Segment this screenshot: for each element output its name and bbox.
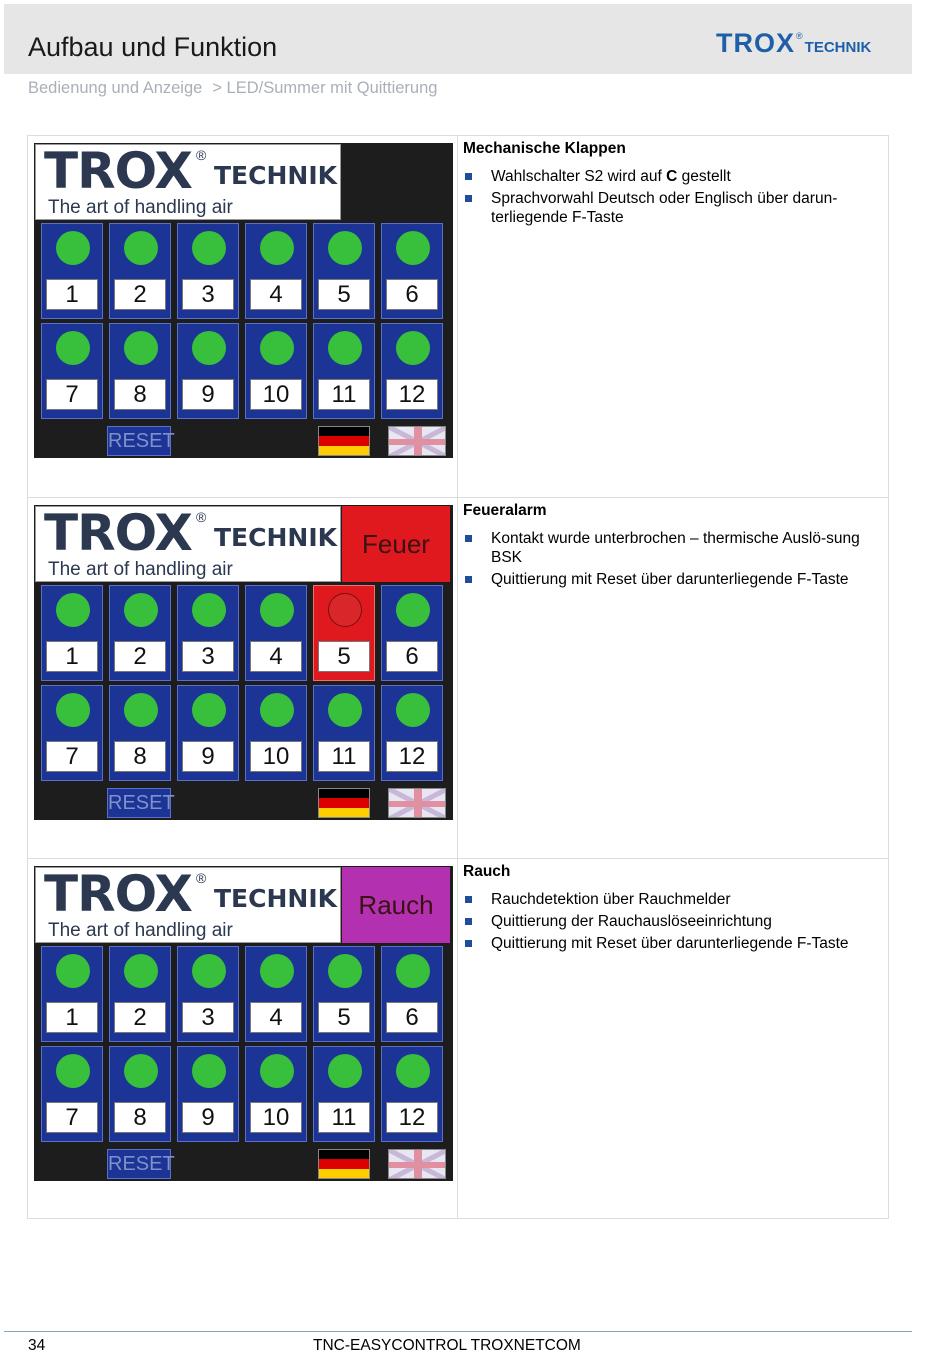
status-led-icon — [56, 331, 90, 365]
section-title: Mechanische Klappen — [463, 140, 626, 157]
zone-number: 6 — [386, 279, 438, 310]
page-title: Aufbau und Funktion — [28, 32, 278, 62]
zone-button[interactable] — [381, 946, 443, 1042]
zone-button[interactable] — [245, 223, 307, 319]
status-led-icon — [260, 693, 294, 727]
status-led-icon — [192, 693, 226, 727]
bullet-list — [463, 529, 883, 589]
display-panel — [34, 505, 453, 820]
zone-number: 2 — [114, 1002, 166, 1033]
zone-number: 2 — [114, 641, 166, 672]
zone-button[interactable] — [109, 946, 171, 1042]
bullet-item: Quittierung mit Reset über darunterliegende F-Taste — [463, 570, 883, 589]
zone-button[interactable] — [177, 1046, 239, 1142]
status-led-icon — [192, 231, 226, 265]
status-led-icon — [328, 593, 362, 627]
zone-number: 9 — [182, 379, 234, 410]
logo-name: TROX — [44, 504, 192, 562]
zone-number: 4 — [250, 279, 302, 310]
zone-button[interactable] — [313, 585, 375, 681]
zone-number: 8 — [114, 379, 166, 410]
zone-button[interactable] — [177, 685, 239, 781]
status-led-icon — [396, 331, 430, 365]
zone-number: 1 — [46, 641, 98, 672]
trox-logo — [35, 144, 341, 220]
zone-number: 4 — [250, 1002, 302, 1033]
display-panel — [34, 866, 453, 1181]
reset-button[interactable]: RESET — [107, 1149, 171, 1179]
zone-number: 10 — [250, 741, 302, 772]
bullet-list — [463, 890, 883, 953]
flag-uk-icon[interactable] — [388, 788, 446, 818]
status-led-icon — [396, 1054, 430, 1088]
status-led-icon — [56, 593, 90, 627]
zone-number: 11 — [318, 379, 370, 410]
status-led-icon — [56, 954, 90, 988]
zone-number: 8 — [114, 741, 166, 772]
zone-button[interactable] — [109, 685, 171, 781]
status-led-icon — [124, 231, 158, 265]
logo-registered-mark: ® — [196, 147, 207, 163]
zone-button[interactable] — [177, 946, 239, 1042]
display-panel — [34, 143, 453, 458]
zone-number: 8 — [114, 1102, 166, 1133]
zone-number: 3 — [182, 279, 234, 310]
section-description — [463, 863, 883, 956]
trox-logo — [35, 506, 341, 582]
status-led-icon — [328, 1054, 362, 1088]
zone-number: 4 — [250, 641, 302, 672]
logo-sub: TECHNIK — [214, 161, 337, 190]
zone-button[interactable] — [109, 223, 171, 319]
zone-button[interactable] — [41, 223, 103, 319]
status-led-icon — [192, 593, 226, 627]
zone-number: 3 — [182, 1002, 234, 1033]
reset-button[interactable]: RESET — [107, 426, 171, 456]
zone-button[interactable] — [245, 585, 307, 681]
zone-number: 5 — [318, 641, 370, 672]
status-led-icon — [396, 693, 430, 727]
zone-button[interactable] — [41, 585, 103, 681]
zone-number: 7 — [46, 1102, 98, 1133]
status-led-icon — [260, 231, 294, 265]
zone-button[interactable] — [381, 1046, 443, 1142]
status-led-icon — [124, 954, 158, 988]
bullet-list — [463, 167, 883, 227]
status-led-icon — [328, 954, 362, 988]
zone-button[interactable] — [245, 685, 307, 781]
logo-name: TROX — [44, 142, 192, 200]
flag-germany-icon[interactable] — [318, 1149, 370, 1179]
breadcrumb — [28, 79, 437, 98]
zone-number: 3 — [182, 641, 234, 672]
zone-button[interactable] — [245, 946, 307, 1042]
status-led-icon — [192, 331, 226, 365]
zone-button[interactable] — [381, 585, 443, 681]
logo-tagline: The art of handling air — [48, 920, 233, 941]
logo-name: TROX — [44, 865, 192, 923]
footer-divider — [4, 1331, 912, 1332]
status-led-icon — [396, 593, 430, 627]
status-led-icon — [192, 954, 226, 988]
zone-button[interactable] — [381, 323, 443, 419]
zone-number: 9 — [182, 741, 234, 772]
section-row — [28, 858, 888, 1219]
zone-button[interactable] — [245, 323, 307, 419]
alarm-banner: Feuer — [342, 506, 450, 582]
zone-button[interactable] — [177, 323, 239, 419]
zone-button[interactable] — [381, 223, 443, 319]
zone-button[interactable] — [177, 223, 239, 319]
zone-number: 12 — [386, 1102, 438, 1133]
section-description — [463, 502, 883, 592]
flag-germany-icon[interactable] — [318, 788, 370, 818]
bullet-item: Quittierung der Rauchauslöseeinrichtung — [463, 912, 883, 931]
logo-tagline: The art of handling air — [48, 197, 233, 218]
zone-button[interactable] — [109, 585, 171, 681]
zone-number: 10 — [250, 1102, 302, 1133]
zone-number: 2 — [114, 279, 166, 310]
zone-number: 5 — [318, 1002, 370, 1033]
zone-button[interactable] — [313, 323, 375, 419]
section-title: Rauch — [463, 863, 511, 880]
status-led-icon — [328, 693, 362, 727]
zone-number: 7 — [46, 379, 98, 410]
status-led-icon — [328, 331, 362, 365]
bullet-item: Wahlschalter S2 wird auf C gestellt — [463, 167, 883, 186]
bullet-item: Quittierung mit Reset über darunterliegende F-Taste — [463, 934, 883, 953]
zone-number: 7 — [46, 741, 98, 772]
brand-logo — [716, 28, 871, 59]
status-led-icon — [260, 954, 294, 988]
zone-button[interactable] — [381, 685, 443, 781]
section-title: Feueralarm — [463, 502, 547, 519]
section-row — [28, 497, 888, 858]
zone-button[interactable] — [313, 1046, 375, 1142]
status-led-icon — [396, 231, 430, 265]
status-led-icon — [260, 593, 294, 627]
status-led-icon — [124, 593, 158, 627]
zone-button[interactable] — [41, 1046, 103, 1142]
status-led-icon — [124, 1054, 158, 1088]
zone-number: 9 — [182, 1102, 234, 1133]
document-name: TNC-EASYCONTROL TROXNETCOM — [313, 1337, 581, 1354]
status-led-icon — [260, 331, 294, 365]
breadcrumb-item: > LED/Summer mit Quittierung — [212, 79, 438, 97]
flag-uk-icon[interactable] — [388, 1149, 446, 1179]
section-description — [463, 140, 883, 230]
logo-registered-mark: ® — [196, 509, 207, 525]
zone-number: 12 — [386, 379, 438, 410]
zone-button[interactable] — [109, 1046, 171, 1142]
zone-button[interactable] — [313, 946, 375, 1042]
zone-number: 1 — [46, 279, 98, 310]
zone-button[interactable] — [245, 1046, 307, 1142]
zone-number: 6 — [386, 641, 438, 672]
zone-button[interactable] — [313, 685, 375, 781]
breadcrumb-item: Bedienung und Anzeige — [28, 79, 203, 97]
zone-button[interactable] — [41, 323, 103, 419]
zone-number: 10 — [250, 379, 302, 410]
zone-number: 11 — [318, 741, 370, 772]
page-number: 34 — [28, 1337, 46, 1354]
status-led-icon — [396, 954, 430, 988]
flag-germany-icon[interactable] — [318, 426, 370, 456]
brand-name: TROX — [716, 28, 796, 58]
status-led-icon — [192, 1054, 226, 1088]
status-led-icon — [56, 1054, 90, 1088]
zone-number: 6 — [386, 1002, 438, 1033]
brand-sub: TECHNIK — [804, 39, 872, 56]
logo-sub: TECHNIK — [214, 884, 337, 913]
bullet-item: Sprachvorwahl Deutsch oder Englisch über darun-terliegende F-Taste — [463, 189, 883, 227]
alarm-banner: Rauch — [342, 867, 450, 943]
zone-button[interactable] — [109, 323, 171, 419]
logo-registered-mark: ® — [196, 870, 207, 886]
zone-number: 12 — [386, 741, 438, 772]
zone-number: 11 — [318, 1102, 370, 1133]
brand-registered-mark: ® — [796, 31, 803, 41]
logo-tagline: The art of handling air — [48, 559, 233, 580]
status-led-icon — [56, 231, 90, 265]
zone-button[interactable] — [41, 946, 103, 1042]
content-table — [27, 135, 889, 1219]
logo-sub: TECHNIK — [214, 523, 337, 552]
status-led-icon — [124, 331, 158, 365]
trox-logo — [35, 867, 341, 943]
bullet-item: Kontakt wurde unterbrochen – thermische Auslö-sung BSK — [463, 529, 883, 567]
zone-number: 1 — [46, 1002, 98, 1033]
status-led-icon — [56, 693, 90, 727]
section-row — [28, 136, 888, 497]
reset-button[interactable]: RESET — [107, 788, 171, 818]
zone-button[interactable] — [41, 685, 103, 781]
status-led-icon — [124, 693, 158, 727]
zone-number: 5 — [318, 279, 370, 310]
bullet-item: Rauchdetektion über Rauchmelder — [463, 890, 883, 909]
zone-button[interactable] — [177, 585, 239, 681]
flag-uk-icon[interactable] — [388, 426, 446, 456]
zone-button[interactable] — [313, 223, 375, 319]
status-led-icon — [260, 1054, 294, 1088]
status-led-icon — [328, 231, 362, 265]
